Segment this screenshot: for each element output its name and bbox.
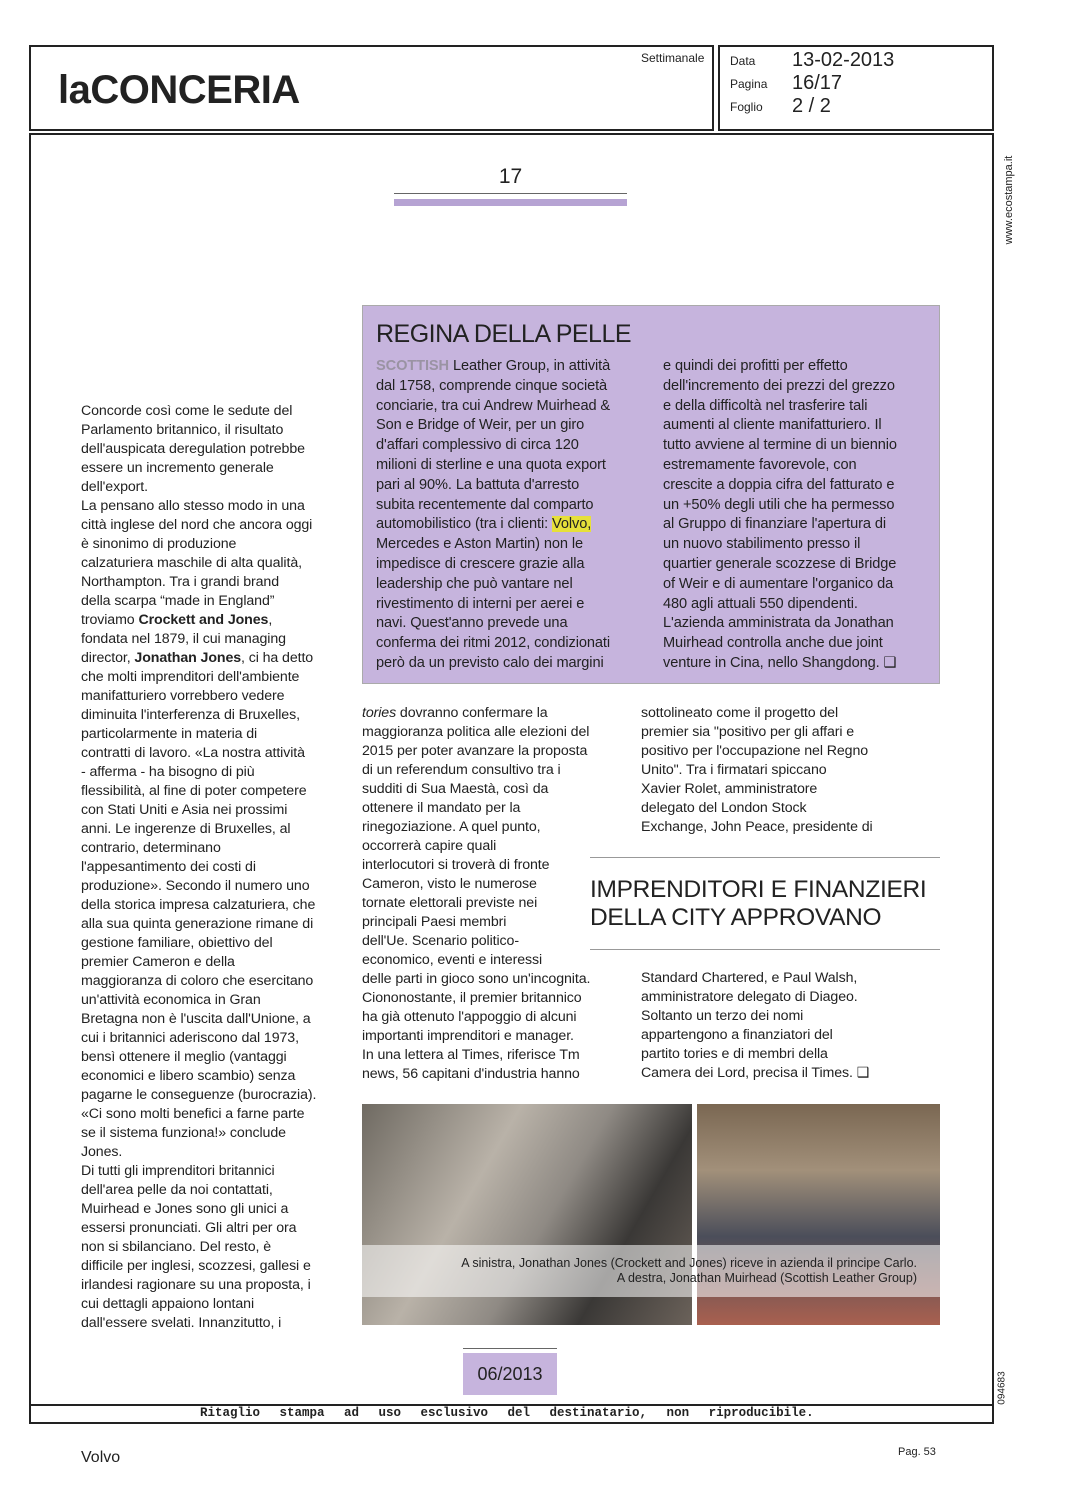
text-line: premier Cameron e della (81, 954, 235, 970)
text-line: Ciononostante, il premier britannico (362, 990, 582, 1006)
text-line: diminuita l'interferenza di Bruxelles, (81, 707, 300, 723)
text-line: estremamente favorevole, con (663, 456, 857, 473)
text-line: che molti imprenditori dell'ambiente (81, 669, 300, 685)
text-line: città inglese del nord che ancora oggi (81, 517, 313, 533)
text-line: dal 1758, comprende cinque società (376, 377, 608, 394)
text-line: of Weir e di aumentare l'organico da (663, 575, 894, 592)
text-line: Xavier Rolet, amministratore (641, 781, 818, 797)
text-line: essere un incremento generale (81, 460, 274, 476)
date-label: Data (730, 54, 756, 68)
text-line: aumenti al cliente manifatturiero. Il (663, 417, 882, 434)
text-line: importanti imprenditori e manager. (362, 1028, 574, 1044)
text-line: al Gruppo di finanziare l'apertura di (663, 516, 886, 533)
text-line: ha già ottenuto l'appoggio di alcuni (362, 1009, 577, 1025)
document-code: 094683 (996, 1371, 1008, 1405)
text-line: occorrerà capire quali (362, 838, 497, 854)
text-line: e della difficoltà nel trasferire tali (663, 397, 868, 414)
text-line: interlocutori si troverà di fronte (362, 857, 550, 873)
text-line: Parlamento britannico, il risultato (81, 422, 284, 438)
text-line: produzione». Secondo il numero uno (81, 878, 310, 894)
text-line: crescite a doppia cifra del fatturato e (663, 476, 895, 493)
text-line: tutto avviene al termine di un biennio (663, 437, 897, 454)
text-line: partito tories e di membri della (641, 1046, 828, 1062)
text-line: 480 agli attuali 550 dipendenti. (663, 595, 858, 612)
text-line: «Ci sono molti benefici a farne parte (81, 1106, 305, 1122)
text-line: delle parti in gioco sono un'incognita. (362, 971, 591, 987)
text-line: conciarie, tra cui Andrew Muirhead & (376, 397, 611, 414)
text-line: news, 56 capitani d'industria hanno (362, 1066, 580, 1082)
text-line: troviamo Crockett and Jones, (81, 612, 273, 628)
text-line: impedisce di crescere grazie alla (376, 555, 585, 572)
text-line: Muirhead controlla anche due joint (663, 635, 883, 652)
text-line: Unito". Tra i firmatari spiccano (641, 762, 827, 778)
text-line: Son e Bridge of Weir, per un giro (376, 417, 585, 434)
text-line: In una lettera al Times, riferisce Tm (362, 1047, 580, 1063)
publication-logo: laCONCERIA (58, 68, 300, 112)
text-line: se il sistema funziona!» conclude (81, 1125, 286, 1141)
text-line: dall'essere svelati. Innanzitutto, i (81, 1315, 282, 1331)
text-line: appartengono a finanziatori del (641, 1027, 833, 1043)
text-line: tornate elettorali previste nei (362, 895, 538, 911)
text-line: dell'Ue. Scenario politico- (362, 933, 519, 949)
text-line: Camera dei Lord, precisa il Times. ❑ (641, 1065, 870, 1081)
footer-notice: Ritaglio stampa ad uso esclusivo del destinatario, non riproducibile. (200, 1406, 814, 1420)
text-line: l'appesantimento dei costi di (81, 859, 256, 875)
text-line: dell'area pelle da noi contattati, (81, 1182, 273, 1198)
box-column-2 (663, 357, 897, 674)
text-line: contrario, determinano (81, 840, 221, 856)
text-line: venture in Cina, nello Shangdong. ❑ (663, 654, 897, 671)
text-line: però da un previsto calo dei margini (376, 654, 604, 671)
page-label: Pagina (730, 77, 768, 91)
text-line: dell'auspicata deregulation potrebbe (81, 441, 305, 457)
text-line: un'attività economica in Gran (81, 992, 261, 1008)
text-line: Di tutti gli imprenditori britannici (81, 1163, 275, 1179)
text-line: conferma dei ritmi 2012, condizionati (376, 635, 610, 652)
divider (463, 1348, 557, 1349)
middle-column-text (362, 704, 590, 1084)
caption-line: A sinistra, Jonathan Jones (Crockett and Jones) riceve in azienda il principe Carlo. (461, 1256, 917, 1270)
text-line: Northampton. Tra i grandi brand (81, 574, 279, 590)
text-line: e quindi dei profitti per effetto (663, 358, 848, 374)
text-line: economici e libero scambio) senza (81, 1068, 296, 1084)
text-line: manifatturiero vorrebbero vedere (81, 688, 285, 704)
frequency-label: Settimanale (641, 51, 705, 65)
text-line: irlandesi ragionare su una proposta, i (81, 1277, 311, 1293)
text-line: leadership che può vantare nel (376, 575, 573, 592)
text-line: Jones. (81, 1144, 123, 1160)
text-line: Mercedes e Aston Martin) non le (376, 536, 583, 553)
text-line: director, Jonathan Jones, ci ha detto (81, 650, 314, 666)
text-line: sottolineato come il progetto del (641, 705, 839, 721)
text-line: Muirhead e Jones sono gli unici a (81, 1201, 289, 1217)
sheet-label: Foglio (730, 100, 763, 114)
page-indicator: Pag. 53 (898, 1446, 936, 1458)
text-line: anni. Le ingerenze di Bruxelles, al (81, 821, 291, 837)
text-line: dell'export. (81, 479, 148, 495)
text-line: cui i britannici aderiscono dal 1973, (81, 1030, 299, 1046)
text-line: rinegoziazione. A quel punto, (362, 819, 541, 835)
text-line: alla sua quinta generazione rimane di (81, 916, 314, 932)
text-line: della storica impresa calzaturiera, che (81, 897, 316, 913)
text-line: delegato del London Stock (641, 800, 807, 816)
italic-word: tories (362, 705, 397, 721)
text-line: 2015 per poter avanzare la proposta (362, 743, 588, 759)
text-line: ottenere il mandato per la (362, 800, 521, 816)
page-value: 16/17 (792, 72, 843, 94)
text-line: particolarmente in materia di (81, 726, 258, 742)
text-line: Bretagna non è l'uscita dall'Unione, a (81, 1011, 311, 1027)
text-line: maggioranza politica alle elezioni del (362, 724, 590, 740)
text-line: automobilistico (tra i clienti: Volvo, (376, 516, 592, 533)
text-line: principali Paesi membri (362, 914, 507, 930)
lead-word: SCOTTISH (376, 358, 449, 374)
text-line: Soltanto un terzo dei nomi (641, 1008, 804, 1024)
website-label: www.ecostampa.it (1003, 155, 1015, 245)
accent-bar (394, 199, 627, 206)
text-line: Standard Chartered, e Paul Walsh, (641, 970, 858, 986)
text-line: La pensano allo stesso modo in una (81, 498, 305, 514)
left-column-text (81, 402, 316, 1333)
text-line: della scarpa “made in England” (81, 593, 275, 609)
text-line: calzaturiera maschile di alta qualità, (81, 555, 302, 571)
text-line: L'azienda amministrata da Jonathan (663, 615, 894, 632)
text-line: pari al 90%. La battuta d'arresto (376, 476, 580, 493)
subheading-line: DELLA CITY APPROVANO (590, 904, 882, 931)
photo-caption (461, 1256, 917, 1286)
text-line: cui dettagli appaiono lontani (81, 1296, 255, 1312)
magazine-page-number: 17 (498, 165, 523, 188)
text-line: flessibilità, al fine di poter competere (81, 783, 307, 799)
text-line: pagarne le conseguenze (burocrazia). (81, 1087, 317, 1103)
text-line: subita recentemente dal comparto (376, 496, 594, 513)
box-column-1 (376, 357, 610, 674)
text-line: SCOTTISH Leather Group, in attività (376, 358, 611, 374)
text-line: con Stati Uniti e Asia nei prossimi (81, 802, 288, 818)
divider (590, 857, 940, 858)
issue-badge: 06/2013 (463, 1353, 557, 1395)
subheading-line: IMPRENDITORI E FINANZIERI (590, 876, 927, 903)
text-line: dell'incremento dei prezzi del grezzo (663, 377, 895, 394)
text-line: rivestimento di interni per aerei e (376, 595, 585, 612)
text-line: è sinonimo di produzione (81, 536, 237, 552)
right-column-bottom (641, 969, 869, 1083)
text-line: - afferma - ha bisogno di più (81, 764, 255, 780)
text-line: gestione familiare, obiettivo del (81, 935, 273, 951)
text-line: un nuovo stabilimento presso il (663, 536, 861, 553)
caption-line: A destra, Jonathan Muirhead (Scottish Leather Group) (616, 1271, 917, 1285)
divider (590, 949, 940, 950)
text-line: milioni di sterline e una quota export (376, 456, 606, 473)
sheet-value: 2 / 2 (792, 95, 831, 117)
text-line: maggioranza di coloro che esercitano (81, 973, 314, 989)
text-line: amministratore delegato di Diageo. (641, 989, 858, 1005)
sidebar-box (362, 305, 940, 684)
text-line: difficile per inglesi, scozzesi, gallesi e (81, 1258, 311, 1274)
text-line: bensì ottenere il meglio (vantaggi (81, 1049, 287, 1065)
keyword-label: Volvo (81, 1449, 121, 1466)
subheading (590, 876, 926, 932)
text-line: un +50% degli utili che ha permesso (663, 496, 895, 513)
text-line: premier sia "positivo per gli affari e (641, 724, 855, 740)
text-line: Exchange, John Peace, presidente di (641, 819, 873, 835)
text-line: Cameron, visto le numerose (362, 876, 537, 892)
text-line: economico, eventi e interessi (362, 952, 543, 968)
text-line: contratti di lavoro. «La nostra attività (81, 745, 305, 761)
text-line: di un referendum consultivo tra i (362, 762, 561, 778)
text-line: d'affari complessivo di circa 120 (376, 437, 579, 454)
box-title: REGINA DELLA PELLE (376, 320, 632, 348)
divider (394, 193, 627, 194)
text-line: positivo per l'occupazione nel Regno (641, 743, 869, 759)
text-line: navi. Quest'anno prevede una (376, 615, 568, 632)
highlighted-keyword: Volvo, (552, 516, 592, 533)
text-line: essersi pronunciati. Gli altri per ora (81, 1220, 297, 1236)
text-line: quartier generale scozzese di Bridge (663, 555, 897, 572)
text-line: sudditi di Sua Maestà, così da (362, 781, 549, 797)
text-line: tories dovranno confermare la (362, 705, 548, 721)
text-line: non si sbilanciano. Del resto, è (81, 1239, 272, 1255)
text-line: fondata nel 1879, il cui managing (81, 631, 286, 647)
right-column-top (641, 704, 873, 837)
text-line: Concorde così come le sedute del (81, 403, 293, 419)
date-value: 13-02-2013 (792, 49, 895, 71)
